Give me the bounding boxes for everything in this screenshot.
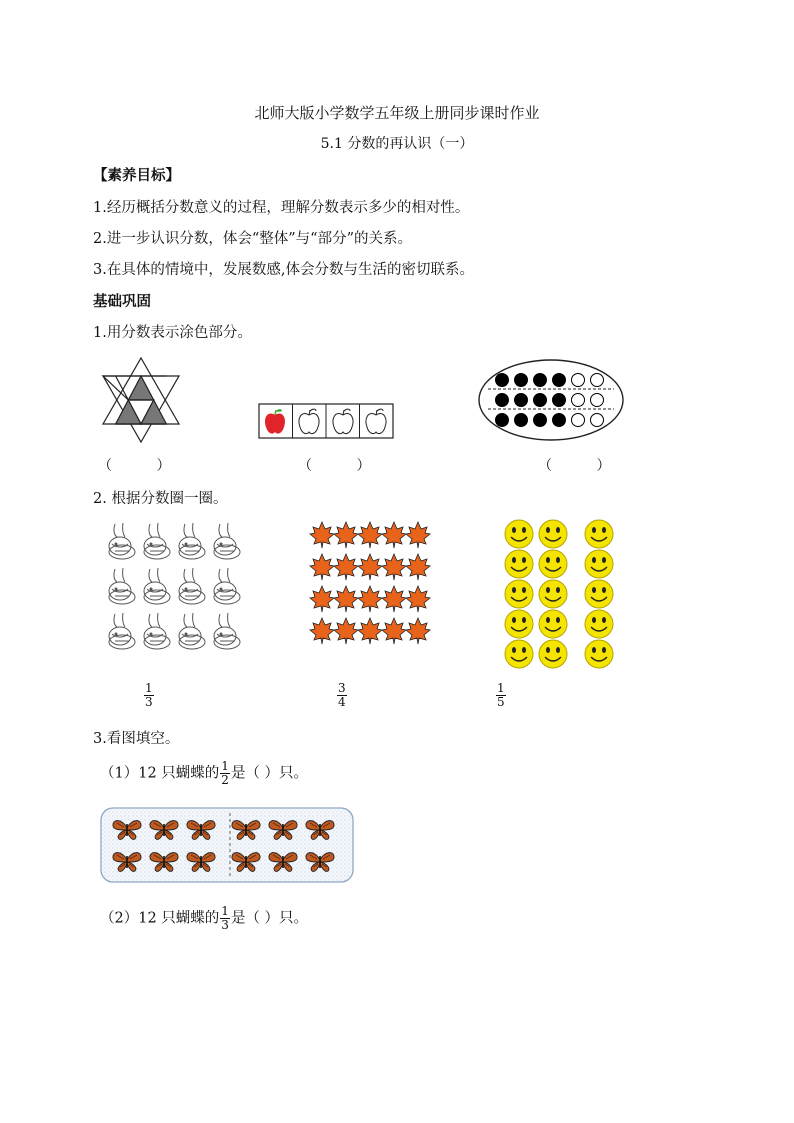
filled-dot (515, 394, 528, 407)
rabbit-icon (214, 523, 240, 559)
maple-leaf-icon (406, 618, 430, 644)
goal-item-3: 3.在具体的情境中，发展数感,体会分数与生活的密切联系。 (93, 262, 474, 278)
empty-dot (591, 374, 604, 387)
rabbit-icon (144, 613, 170, 649)
filled-dot (496, 394, 509, 407)
star-point-left (103, 376, 128, 400)
smiley-icon (585, 580, 613, 608)
q1-answer-1[interactable]: （ ） (98, 458, 171, 474)
q1-answer-2[interactable]: （ ） (298, 458, 371, 474)
page-title: 北师大版小学数学五年级上册同步课时作业 (254, 104, 540, 122)
maple-leaf-icon (382, 522, 406, 548)
maple-leaf-icon (358, 554, 382, 580)
leaf-grid (310, 522, 434, 650)
star-triangle-figure (100, 355, 182, 445)
rabbit-icon (179, 523, 205, 559)
smiley-icon (539, 640, 567, 668)
section-heading: 基础巩固 (93, 294, 151, 310)
red-apple-icon (265, 409, 285, 433)
q2-fraction-3: $\frac{1}{5}$ (497, 681, 505, 709)
q3-part1-blank[interactable]: 是（ ）只。 (230, 765, 309, 782)
q3-part2-blank[interactable]: 是（ ）只。 (230, 910, 309, 927)
smiley-icon (539, 550, 567, 578)
goals-heading: 【素养目标】 (93, 168, 180, 184)
apple-outline-icon (299, 409, 319, 433)
apple-outline-icon (333, 409, 353, 433)
empty-dot (591, 414, 604, 427)
q1-prompt: 1.用分数表示涂色部分。 (93, 325, 252, 341)
smiley-icon (585, 520, 613, 548)
goal-item-2: 2.进一步认识分数，体会“整体”与“部分”的关系。 (93, 231, 412, 247)
maple-leaf-icon (358, 522, 382, 548)
shaded-triangle-top (128, 376, 153, 400)
maple-leaf-icon (406, 522, 430, 548)
maple-leaf-icon (382, 586, 406, 612)
empty-dot (591, 394, 604, 407)
smiley-icon (585, 550, 613, 578)
filled-dot (515, 414, 528, 427)
lesson-subtitle: 5.1 分数的再认识（一） (320, 136, 474, 152)
maple-leaf-icon (358, 586, 382, 612)
goal-item-1: 1.经历概括分数意义的过程，理解分数表示多少的相对性。 (93, 200, 470, 216)
rabbit-icon (179, 613, 205, 649)
rabbit-icon (214, 613, 240, 649)
q2-prompt: 2. 根据分数圈一圈。 (93, 491, 228, 507)
empty-dot (572, 394, 585, 407)
filled-dot (496, 414, 509, 427)
smiley-icon (505, 610, 533, 638)
rabbit-icon (109, 568, 135, 604)
q2-fraction-1: $\frac{1}{3}$ (145, 681, 153, 709)
filled-dot (515, 374, 528, 387)
rabbit-icon (109, 613, 135, 649)
maple-leaf-icon (358, 618, 382, 644)
filled-dot (534, 374, 547, 387)
smiley-icon (539, 580, 567, 608)
dots-oval (478, 359, 624, 441)
apple-strip (258, 403, 394, 439)
filled-dot (553, 414, 566, 427)
maple-leaf-icon (334, 618, 358, 644)
smiley-icon (505, 550, 533, 578)
smiley-icon (539, 520, 567, 548)
empty-dot (572, 374, 585, 387)
maple-leaf-icon (334, 554, 358, 580)
maple-leaf-icon (310, 522, 334, 548)
maple-leaf-icon (310, 618, 334, 644)
maple-leaf-icon (334, 586, 358, 612)
empty-dot (572, 414, 585, 427)
filled-dot (534, 394, 547, 407)
apple-outline-icon (366, 409, 386, 433)
rabbit-icon (214, 568, 240, 604)
q2-fraction-2: $\frac{3}{4}$ (338, 681, 346, 709)
q1-answer-3[interactable]: （ ） (538, 458, 611, 474)
smiley-icon (585, 610, 613, 638)
smiley-grid (503, 518, 621, 670)
rabbit-icon (179, 568, 205, 604)
filled-dot (553, 374, 566, 387)
rabbit-icon (109, 523, 135, 559)
filled-dot (534, 414, 547, 427)
smiley-icon (505, 580, 533, 608)
maple-leaf-icon (310, 554, 334, 580)
rabbit-grid (100, 518, 240, 653)
filled-dot (496, 374, 509, 387)
maple-leaf-icon (382, 554, 406, 580)
filled-dot (553, 394, 566, 407)
butterfly-box (100, 807, 354, 883)
smiley-icon (505, 520, 533, 548)
maple-leaf-icon (406, 586, 430, 612)
rabbit-icon (144, 523, 170, 559)
q3-part1: （1）12 只蝴蝶的 $\frac{1}{2}$ 是（ ）只。 (100, 759, 309, 787)
maple-leaf-icon (382, 618, 406, 644)
q3-part2: （2）12 只蝴蝶的 $\frac{1}{3}$ 是（ ）只。 (100, 904, 309, 932)
maple-leaf-icon (310, 586, 334, 612)
smiley-icon (585, 640, 613, 668)
maple-leaf-icon (334, 522, 358, 548)
rabbit-icon (144, 568, 170, 604)
smiley-icon (539, 610, 567, 638)
q3-prompt: 3.看图填空。 (93, 731, 180, 747)
maple-leaf-icon (406, 554, 430, 580)
smiley-icon (505, 640, 533, 668)
